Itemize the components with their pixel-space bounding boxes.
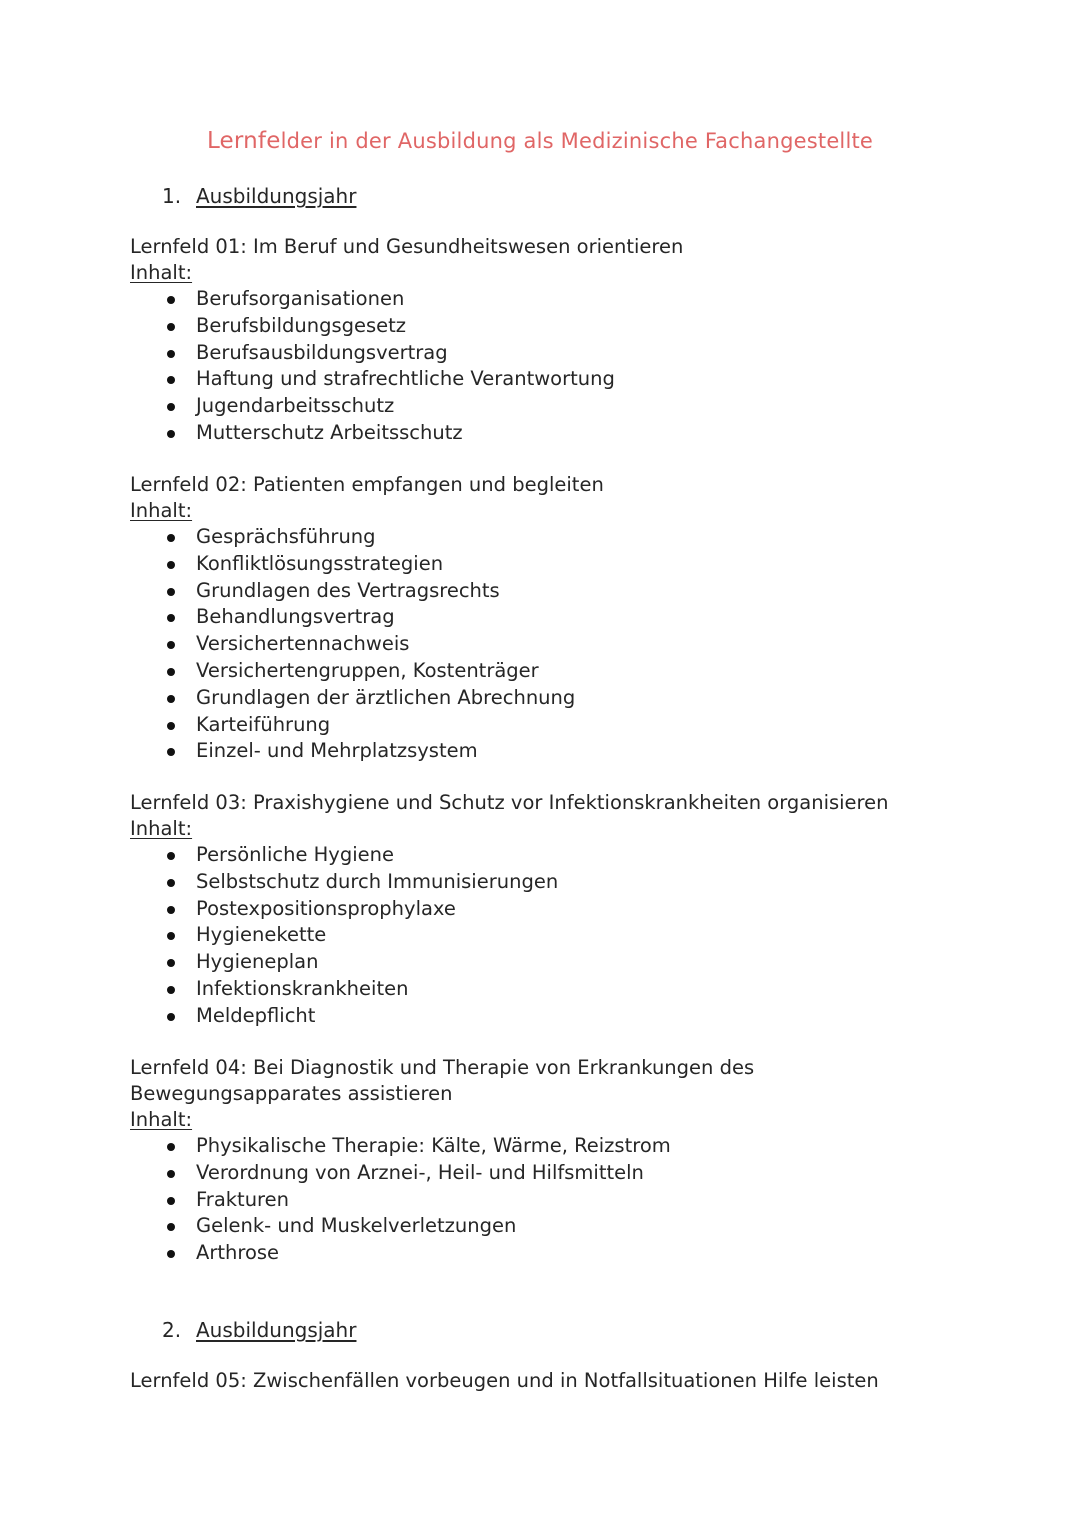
- bullet-icon: [167, 1223, 175, 1231]
- lernfeld-01: [130, 234, 950, 447]
- list-item: Behandlungsvertrag: [130, 604, 950, 631]
- lernfeld-title: Lernfeld 03: Praxishygiene und Schutz vor Infektionskrankheiten organisieren: [130, 791, 889, 814]
- bullet-icon: [167, 695, 175, 703]
- year-label: Ausbildungsjahr: [196, 184, 357, 208]
- bullet-icon: [167, 879, 175, 887]
- title-rest: lder in der Ausbildung als Medizinische Fachangestellte: [280, 129, 874, 153]
- bullet-icon: [167, 668, 175, 676]
- list-item: Haftung und strafrechtliche Verantwortung: [130, 366, 950, 393]
- year-number: 2.: [162, 1318, 182, 1342]
- year-heading-1: [162, 183, 356, 209]
- lernfeld-04: [130, 1055, 810, 1267]
- content-label: Inhalt:: [130, 1108, 193, 1131]
- list-item: Verordnung von Arznei-, Heil- und Hilfsmitteln: [130, 1160, 810, 1187]
- lernfeld-03: [130, 790, 950, 1030]
- list-item: Arthrose: [130, 1240, 810, 1267]
- lernfeld-title: Lernfeld 05: Zwischenfällen vorbeugen und in Notfallsituationen Hilfe leisten: [130, 1369, 879, 1392]
- list-item: Mutterschutz Arbeitsschutz: [130, 420, 950, 447]
- list-item: Selbstschutz durch Immunisierungen: [130, 869, 950, 896]
- bullet-icon: [167, 1170, 175, 1178]
- list-item: Berufsausbildungsvertrag: [130, 340, 950, 367]
- content-list: [130, 524, 950, 765]
- bullet-icon: [167, 641, 175, 649]
- bullet-icon: [167, 1197, 175, 1205]
- list-item: Persönliche Hygiene: [130, 842, 950, 869]
- title-start: Lernfe: [206, 128, 281, 154]
- bullet-icon: [167, 852, 175, 860]
- lernfeld-05: [130, 1368, 950, 1394]
- list-item: Grundlagen der ärztlichen Abrechnung: [130, 685, 950, 712]
- bullet-icon: [167, 1143, 175, 1151]
- list-item: Karteiführung: [130, 712, 950, 739]
- bullet-icon: [167, 1250, 175, 1258]
- year-number: 1.: [162, 184, 182, 208]
- list-item: Hygieneplan: [130, 949, 950, 976]
- lernfeld-02: [130, 472, 950, 765]
- list-item: Physikalische Therapie: Kälte, Wärme, Reizstrom: [130, 1133, 810, 1160]
- content-label: Inhalt:: [130, 817, 193, 840]
- bullet-icon: [167, 561, 175, 569]
- bullet-icon: [167, 614, 175, 622]
- list-item: Versichertennachweis: [130, 631, 950, 658]
- list-item: Frakturen: [130, 1187, 810, 1214]
- list-item: Berufsbildungsgesetz: [130, 313, 950, 340]
- content-list: [130, 286, 950, 447]
- content-list: [130, 842, 950, 1030]
- bullet-icon: [167, 932, 175, 940]
- bullet-icon: [167, 588, 175, 596]
- list-item: Gelenk- und Muskelverletzungen: [130, 1213, 810, 1240]
- bullet-icon: [167, 748, 175, 756]
- content-list: [130, 1133, 810, 1267]
- year-label: Ausbildungsjahr: [196, 1318, 357, 1342]
- bullet-icon: [167, 534, 175, 542]
- list-item: Konfliktlösungsstrategien: [130, 551, 950, 578]
- list-item: Versichertengruppen, Kostenträger: [130, 658, 950, 685]
- lernfeld-title: Lernfeld 04: Bei Diagnostik und Therapie von Erkrankungen des Bewegungsapparates assistieren: [130, 1056, 755, 1105]
- lernfeld-title: Lernfeld 01: Im Beruf und Gesundheitswesen orientieren: [130, 235, 684, 258]
- bullet-icon: [167, 986, 175, 994]
- bullet-icon: [167, 959, 175, 967]
- list-item: Berufsorganisationen: [130, 286, 950, 313]
- list-item: Meldepflicht: [130, 1003, 950, 1030]
- list-item: Einzel- und Mehrplatzsystem: [130, 738, 950, 765]
- year-heading-2: [162, 1317, 356, 1343]
- list-item: Gesprächsführung: [130, 524, 950, 551]
- bullet-icon: [167, 1013, 175, 1021]
- bullet-icon: [167, 906, 175, 914]
- bullet-icon: [167, 403, 175, 411]
- document-title: [0, 128, 1080, 154]
- list-item: Jugendarbeitsschutz: [130, 393, 950, 420]
- list-item: Hygienekette: [130, 922, 950, 949]
- content-label: Inhalt:: [130, 261, 193, 284]
- list-item: Grundlagen des Vertragsrechts: [130, 578, 950, 605]
- bullet-icon: [167, 323, 175, 331]
- bullet-icon: [167, 376, 175, 384]
- bullet-icon: [167, 722, 175, 730]
- content-label: Inhalt:: [130, 499, 193, 522]
- lernfeld-title: Lernfeld 02: Patienten empfangen und begleiten: [130, 473, 604, 496]
- list-item: Postexpositionsprophylaxe: [130, 896, 950, 923]
- bullet-icon: [167, 430, 175, 438]
- bullet-icon: [167, 350, 175, 358]
- list-item: Infektionskrankheiten: [130, 976, 950, 1003]
- bullet-icon: [167, 296, 175, 304]
